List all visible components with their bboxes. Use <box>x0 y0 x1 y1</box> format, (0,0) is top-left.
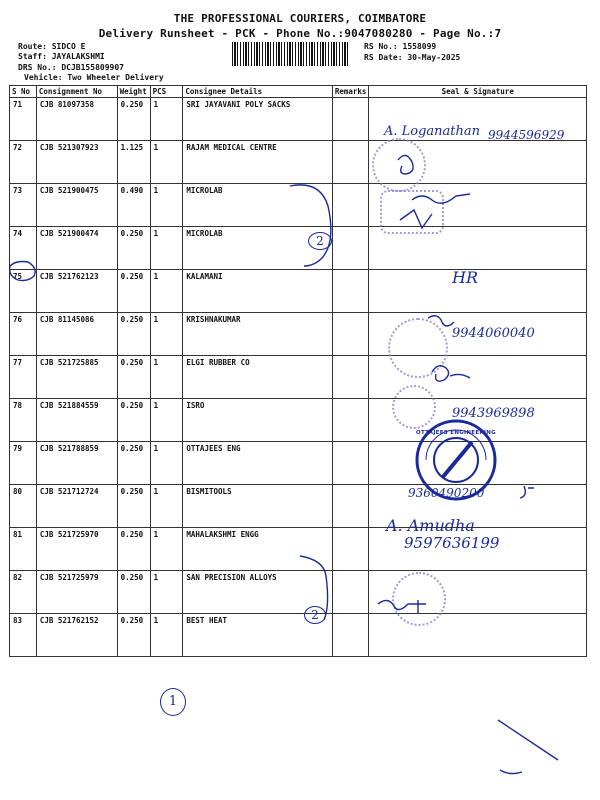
cell-sno: 80 <box>10 485 37 528</box>
cell-pcs: 1 <box>150 528 183 571</box>
col-weight: Weight <box>117 86 150 98</box>
vehicle-label: Vehicle: Two Wheeler Delivery <box>24 73 164 82</box>
cell-consignment: CJB 521725979 <box>36 571 117 614</box>
cell-consignment: CJB 521725970 <box>36 528 117 571</box>
cell-consignee: ISRO <box>183 399 332 442</box>
col-remarks: Remarks <box>332 86 369 98</box>
cell-weight: 0.250 <box>117 614 150 657</box>
scribble-row76 <box>428 316 454 326</box>
phone-row76: 9944060040 <box>452 326 535 341</box>
scribble-row83 <box>378 600 426 614</box>
cell-sno: 72 <box>10 141 37 184</box>
cell-consignment: CJB 521900474 <box>36 227 117 270</box>
cell-consignee: KRISHNAKUMAR <box>183 313 332 356</box>
cell-consignee: MAHALAKSHMI ENGG <box>183 528 332 571</box>
phone-row81: 9597636199 <box>404 534 500 552</box>
circled-number-2-lower: 2 <box>304 606 326 624</box>
scribble-row72 <box>398 155 413 174</box>
cell-sno: 78 <box>10 399 37 442</box>
company-title: THE PROFESSIONAL COURIERS, COIMBATORE <box>173 12 427 25</box>
phone-row80: 9360490200 <box>408 486 485 500</box>
cell-sno: 74 <box>10 227 37 270</box>
cell-consignment: CJB 521307923 <box>36 141 117 184</box>
col-consignee: Consignee Details <box>183 86 332 98</box>
cell-weight: 0.250 <box>117 485 150 528</box>
cell-consignment: CJB 521884559 <box>36 399 117 442</box>
cell-weight: 0.250 <box>117 98 150 141</box>
cell-consignee: ELGI RUBBER CO <box>183 356 332 399</box>
cell-weight: 0.250 <box>117 442 150 485</box>
cell-consignment: CJB 521788859 <box>36 442 117 485</box>
col-seal: Seal & Signature <box>369 86 587 98</box>
stamp-ottajees-text: OTTAJEES ENGINEERING <box>415 430 496 436</box>
cell-pcs: 1 <box>150 614 183 657</box>
drs-number: DRS No.: DCJB155809907 <box>18 63 124 72</box>
cell-sno: 75 <box>10 270 37 313</box>
cell-sno: 83 <box>10 614 37 657</box>
col-pcs: PCS <box>150 86 183 98</box>
cell-weight: 0.250 <box>117 528 150 571</box>
cell-consignee: RAJAM MEDICAL CENTRE <box>183 141 332 184</box>
circled-number-2-upper: 2 <box>308 232 332 250</box>
route-label: Route: SIDCO E <box>18 42 86 51</box>
cell-consignment: CJB 81097358 <box>36 98 117 141</box>
cell-weight: 0.250 <box>117 399 150 442</box>
cell-sno: 76 <box>10 313 37 356</box>
cell-sno: 82 <box>10 571 37 614</box>
cell-pcs: 1 <box>150 98 183 141</box>
phone-row71: 9944596929 <box>488 128 565 142</box>
signature-row81: A. Amudha <box>386 516 475 535</box>
circled-number-1: 1 <box>160 688 186 716</box>
cell-pcs: 1 <box>150 399 183 442</box>
cell-pcs: 1 <box>150 356 183 399</box>
signature-row75: HR <box>452 268 478 287</box>
cell-consignee: OTTAJEES ENG <box>183 442 332 485</box>
cell-pcs: 1 <box>150 227 183 270</box>
runsheet-subtitle: Delivery Runsheet - PCK - Phone No.:9047080280 - Page No.:7 <box>98 27 502 40</box>
cell-sno: 81 <box>10 528 37 571</box>
cell-consignee: SRI JAYAVANI POLY SACKS <box>183 98 332 141</box>
cell-pcs: 1 <box>150 270 183 313</box>
staff-label: Staff: JAYALAKSHMI <box>18 52 105 61</box>
scribble-row73 <box>412 194 470 203</box>
cell-consignment: CJB 521762152 <box>36 614 117 657</box>
col-sno: S No <box>10 86 37 98</box>
cell-weight: 0.490 <box>117 184 150 227</box>
cell-weight: 0.250 <box>117 356 150 399</box>
cell-weight: 0.250 <box>117 270 150 313</box>
signature-row71: A. Loganathan <box>384 124 481 139</box>
cell-sno: 77 <box>10 356 37 399</box>
cell-weight: 1.125 <box>117 141 150 184</box>
cell-pcs: 1 <box>150 571 183 614</box>
cell-consignee: MICROLAB <box>183 184 332 227</box>
scribble-row74 <box>400 210 432 228</box>
cell-consignment: CJB 81145086 <box>36 313 117 356</box>
cell-weight: 0.250 <box>117 313 150 356</box>
scribble-row77 <box>432 366 470 381</box>
cell-consignee: SAN PRECISION ALLOYS <box>183 571 332 614</box>
cell-consignment: CJB 521725885 <box>36 356 117 399</box>
cell-sno: 73 <box>10 184 37 227</box>
cell-consignee: KALAMANI <box>183 270 332 313</box>
cell-pcs: 1 <box>150 184 183 227</box>
diagonal-line <box>498 720 558 760</box>
bottom-scribble <box>500 770 522 774</box>
cell-pcs: 1 <box>150 313 183 356</box>
phone-row78: 9943969898 <box>452 406 535 421</box>
cell-consignee: MICROLAB <box>183 227 332 270</box>
cell-weight: 0.250 <box>117 227 150 270</box>
cell-consignment: CJB 521900475 <box>36 184 117 227</box>
cell-pcs: 1 <box>150 442 183 485</box>
cell-pcs: 1 <box>150 485 183 528</box>
cell-consignee: BISMITOOLS <box>183 485 332 528</box>
cell-sno: 71 <box>10 98 37 141</box>
cell-weight: 0.250 <box>117 571 150 614</box>
scribble-row80 <box>520 486 534 498</box>
cell-pcs: 1 <box>150 141 183 184</box>
rs-date: RS Date: 30-May-2025 <box>364 53 461 62</box>
bracket-rows73-74 <box>290 185 331 266</box>
cell-consignment: CJB 521762123 <box>36 270 117 313</box>
cell-consignment: CJB 521712724 <box>36 485 117 528</box>
col-consignment: Consignment No <box>36 86 117 98</box>
cell-sno: 79 <box>10 442 37 485</box>
circle-mark-row75 <box>10 262 35 281</box>
rs-number: RS No.: 1558099 <box>364 42 437 51</box>
cell-consignee: BEST HEAT <box>183 614 332 657</box>
